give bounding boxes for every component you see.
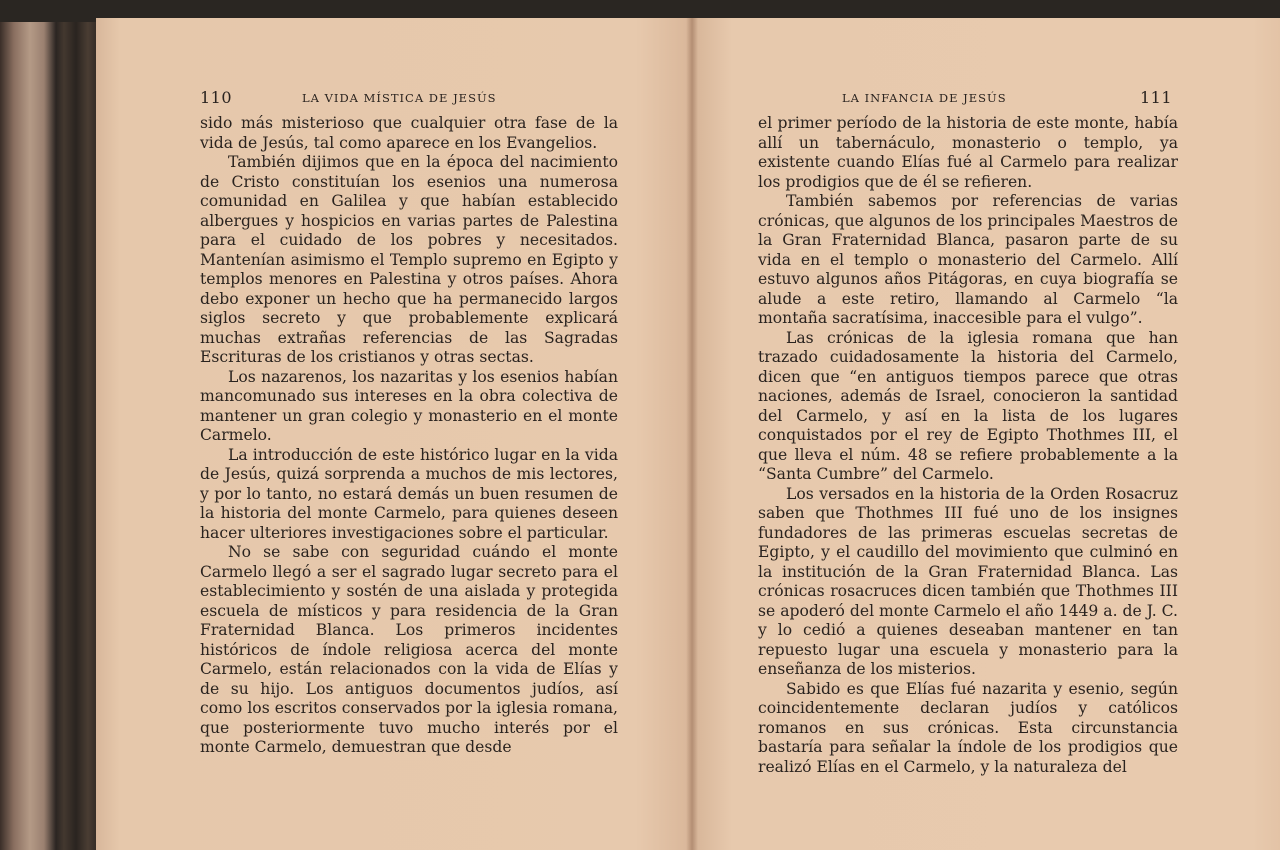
page-number: 111 <box>1139 88 1172 107</box>
paragraph: También sabemos por referencias de varias crónicas, que algunos de los principales Maestros de la Gran Fraternidad Blanca, pasaron parte de su vida en el templo o monasterio del Carmelo. Allí estuvo algunos años Pitágoras, en cuya biografía se alude a este retiro, llamando al Carmelo “la montaña sacratísima, inaccesible para el vulgo”. <box>758 192 1178 327</box>
right-page-header <box>842 86 1172 114</box>
paragraph: sido más misterioso que cualquier otra fase de la vida de Jesús, tal como aparece en los Evangelios. <box>200 114 618 152</box>
running-head: LA VIDA MÍSTICA DE JESÚS <box>302 91 497 105</box>
paragraph: Las crónicas de la iglesia romana que han trazado cuidadosamente la historia del Carmelo, dicen que “en antiguos tiempos parece que otras naciones, además de Israel, conocieron la santidad del Carmelo, y así en la lista de los lugares conquistados por el rey de Egipto Thothmes III, el que lleva el núm. 48 se refiere probablemente a la “Santa Cumbre” del Carmelo. <box>758 328 1178 483</box>
paragraph: Sabido es que Elías fué nazarita y esenio, según coincidentemente declaran judíos y católicos romanos en sus crónicas. Esta circunstancia bastaría para señalar la índole de los prodigios que realizó Elías en el Carmelo, y la naturaleza del <box>758 679 1178 776</box>
running-head: LA INFANCIA DE JESÚS <box>842 91 1007 105</box>
paragraph: Los versados en la historia de la Orden Rosacruz saben que Thothmes III fué uno de los insignes fundadores de las primeras escuelas secretas de Egipto, y el caudillo del movimiento que culminó en la institución de la Gran Fraternidad Blanca. Las crónicas rosacruces dicen también que Thothmes III se apoderó del monte Carmelo el año 1449 a. de J. C. y lo cedió a quienes deseaban mantener en tan repuesto lugar una escuela y monasterio para la enseñanza de los misterios. <box>758 484 1178 678</box>
left-page <box>96 18 692 850</box>
paragraph: No se sabe con seguridad cuándo el monte Carmelo llegó a ser el sagrado lugar secreto para el establecimiento y sostén de una aislada y protegida escuela de místicos y para residencia de la Gran Fraternidad Blanca. Los primeros incidentes históricos de índole religiosa acerca del monte Carmelo, están relacionados con la vida de Elías y de su hijo. Los antiguos documentos judíos, así como los escritos conservados por la iglesia romana, que posteriormente tuvo mucho interés por el monte Carmelo, demuestran que desde <box>200 543 618 756</box>
paragraph: La introducción de este histórico lugar en la vida de Jesús, quizá sorprenda a muchos de mis lectores, y por lo tanto, no estará demás un buen resumen de la historia del monte Carmelo, para quienes deseen hacer ulteriores investigaciones sobre el particular. <box>200 445 618 542</box>
left-page-body <box>200 114 618 758</box>
paragraph: Los nazarenos, los nazaritas y los esenios habían mancomunado sus intereses en la obra colectiva de mantener un gran colegio y monasterio en el monte Carmelo. <box>200 367 618 444</box>
left-page-header <box>200 86 620 114</box>
book-page-edges <box>0 22 104 850</box>
paragraph: el primer período de la historia de este monte, había allí un tabernáculo, monasterio o templo, ya existente cuando Elías fué al Carmelo para realizar los prodigios que de él se refieren. <box>758 114 1178 191</box>
page-number: 110 <box>200 88 233 107</box>
book-gutter <box>686 18 698 850</box>
right-page-body <box>758 114 1178 777</box>
paragraph: También dijimos que en la época del nacimiento de Cristo constituían los esenios una numerosa comunidad en Galilea y que habían establecido albergues y hospicios en varias partes de Palestina para el cuidado de los pobres y necesitados. Mantenían asimismo el Templo supremo en Egipto y templos menores en Palestina y otros países. Ahora debo exponer un hecho que ha permanecido largos siglos secreto y que probablemente explicará muchas extrañas referencias de las Sagradas Escrituras de los cristianos y otras sectas. <box>200 153 618 366</box>
right-page <box>692 18 1280 850</box>
